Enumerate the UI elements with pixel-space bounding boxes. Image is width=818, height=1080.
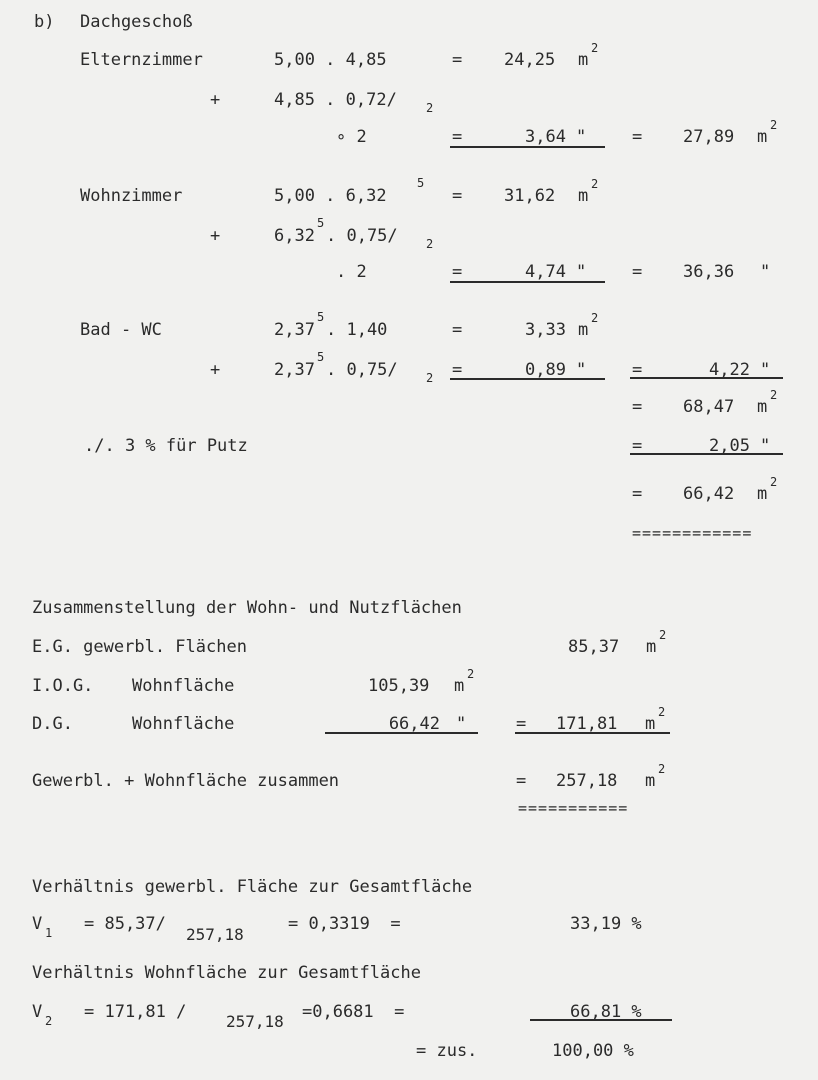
putz-value: 2,05 [709, 436, 750, 456]
ratio2-percent: 66,81 % [570, 1002, 642, 1022]
plus-sign: + [210, 90, 221, 110]
unit-sq: 2 [591, 311, 599, 325]
unit-sq: 2 [658, 762, 666, 776]
dg-sum: 68,47 [683, 397, 735, 417]
ratio1-v-sub: 1 [45, 926, 53, 940]
calc-bad-2b: . 0,75/ [326, 360, 398, 380]
result-bad-2: 0,89 [525, 360, 566, 380]
total-value: 257,18 [556, 771, 618, 791]
double-rule: ============ [632, 524, 753, 542]
superscript-five: 5 [317, 310, 325, 324]
unit-sq: 2 [591, 41, 599, 55]
wohn-total: 171,81 [556, 714, 618, 734]
dg-total: 66,42 [683, 484, 735, 504]
unit-sq: 2 [770, 118, 778, 132]
double-rule: =========== [518, 799, 629, 817]
dg-label: D.G. [32, 714, 73, 734]
result-wohn-1: 31,62 [504, 186, 556, 206]
ditto-mark: " [576, 127, 587, 147]
unit-m: m [578, 186, 589, 206]
ditto-mark: " [760, 262, 771, 282]
result-wohn-2: 4,74 [525, 262, 566, 282]
unit-m: m [454, 676, 465, 696]
equals-sign: = [452, 127, 463, 147]
underline [450, 281, 605, 283]
unit-m: m [578, 50, 589, 70]
underline [450, 146, 605, 148]
equals-sign: = [516, 714, 527, 734]
calc-bad-1b: . 1,40 [326, 320, 388, 340]
underline [530, 1019, 672, 1021]
calc-bad-2a: 2,37 [274, 360, 315, 380]
unit-sq: 2 [659, 628, 667, 642]
ratio2-expr: = 171,81 / [84, 1002, 187, 1022]
equals-sign: = [516, 771, 527, 791]
ratio2-title: Verhältnis Wohnfläche zur Gesamtfläche [32, 963, 421, 983]
ratio1-v: V [32, 914, 43, 934]
ratio1-expr: = 85,37/ [84, 914, 166, 934]
ditto-mark: " [760, 436, 771, 456]
multiplier-wohn: . 2 [336, 262, 367, 282]
unit-m: m [757, 397, 768, 417]
iog-value: 105,39 [368, 676, 430, 696]
summary-title: Zusammenstellung der Wohn- und Nutzflächen [32, 598, 462, 618]
ratio2-v-sub: 2 [45, 1014, 53, 1028]
equals-sign: = [452, 360, 463, 380]
ditto-mark: " [456, 714, 467, 734]
result-eltern-1: 24,25 [504, 50, 556, 70]
result-bad-1: 3,33 [525, 320, 566, 340]
putz-label: ./. 3 % für Putz [84, 436, 248, 456]
plus-sign: + [210, 226, 221, 246]
ratio2-v: V [32, 1002, 43, 1022]
underline [325, 732, 478, 734]
section-label: b) [34, 12, 55, 32]
unit-m: m [646, 637, 657, 657]
ditto-mark: " [576, 360, 587, 380]
unit-m: m [645, 771, 656, 791]
divisor: 2 [426, 101, 434, 115]
calc-eltern-1: 5,00 . 4,85 [274, 50, 387, 70]
superscript-five: 5 [317, 216, 325, 230]
unit-m: m [757, 127, 768, 147]
calc-eltern-2: 4,85 . 0,72/ [274, 90, 397, 110]
calc-wohn-1: 5,00 . 6,32 [274, 186, 387, 206]
equals-sign: = [632, 484, 643, 504]
total-eltern: 27,89 [683, 127, 735, 147]
dg-type: Wohnfläche [132, 714, 235, 734]
zus-label: = zus. [416, 1041, 478, 1061]
unit-sq: 2 [770, 388, 778, 402]
result-eltern-2: 3,64 [525, 127, 566, 147]
room-name-bad: Bad - WC [80, 320, 162, 340]
unit-sq: 2 [658, 705, 666, 719]
unit-m: m [578, 320, 589, 340]
iog-label: I.O.G. [32, 676, 94, 696]
calc-wohn-2a: 6,32 [274, 226, 315, 246]
total-bad: 4,22 [709, 360, 750, 380]
equals-sign: = [452, 50, 463, 70]
calc-bad-1a: 2,37 [274, 320, 315, 340]
superscript-five: 5 [317, 350, 325, 364]
calc-wohn-2b: . 0,75/ [326, 226, 398, 246]
equals-sign: = [452, 320, 463, 340]
unit-m: m [757, 484, 768, 504]
unit-sq: 2 [591, 177, 599, 191]
ratio1-title: Verhältnis gewerbl. Fläche zur Gesamtfläche [32, 877, 473, 897]
room-name-wohnzimmer: Wohnzimmer [80, 186, 183, 206]
eg-label: E.G. gewerbl. Flächen [32, 637, 247, 657]
zus-value: 100,00 % [552, 1041, 634, 1061]
room-name-elternzimmer: Elternzimmer [80, 50, 203, 70]
ditto-mark: " [576, 262, 587, 282]
ratio2-expr-sub: 257,18 [226, 1012, 284, 1031]
multiplier-eltern: ∘ 2 [336, 127, 367, 147]
underline [630, 453, 783, 455]
plus-sign: + [210, 360, 221, 380]
total-wohn: 36,36 [683, 262, 735, 282]
equals-sign: = [632, 262, 643, 282]
equals-sign: = [452, 186, 463, 206]
iog-type: Wohnfläche [132, 676, 235, 696]
equals-sign: = [632, 397, 643, 417]
equals-sign: = [452, 262, 463, 282]
underline [515, 732, 670, 734]
equals-sign: = [632, 127, 643, 147]
superscript-five: 5 [417, 176, 425, 190]
eg-value: 85,37 [568, 637, 620, 657]
ratio2-result: =0,6681 = [302, 1002, 405, 1022]
equals-sign: = [632, 436, 643, 456]
dg-value: 66,42 [388, 714, 440, 734]
divisor: 2 [426, 371, 434, 385]
ratio1-result: = 0,3319 = [288, 914, 401, 934]
unit-sq: 2 [770, 475, 778, 489]
ratio1-expr-sub: 257,18 [186, 925, 244, 944]
ratio1-percent: 33,19 % [570, 914, 642, 934]
divisor: 2 [426, 237, 434, 251]
unit-m: m [645, 714, 656, 734]
section-title: Dachgeschoß [80, 12, 193, 32]
ditto-mark: " [760, 360, 771, 380]
underline [450, 378, 605, 380]
underline [630, 377, 783, 379]
total-label: Gewerbl. + Wohnfläche zusammen [32, 771, 340, 791]
equals-sign: = [632, 360, 643, 380]
unit-sq: 2 [467, 667, 475, 681]
